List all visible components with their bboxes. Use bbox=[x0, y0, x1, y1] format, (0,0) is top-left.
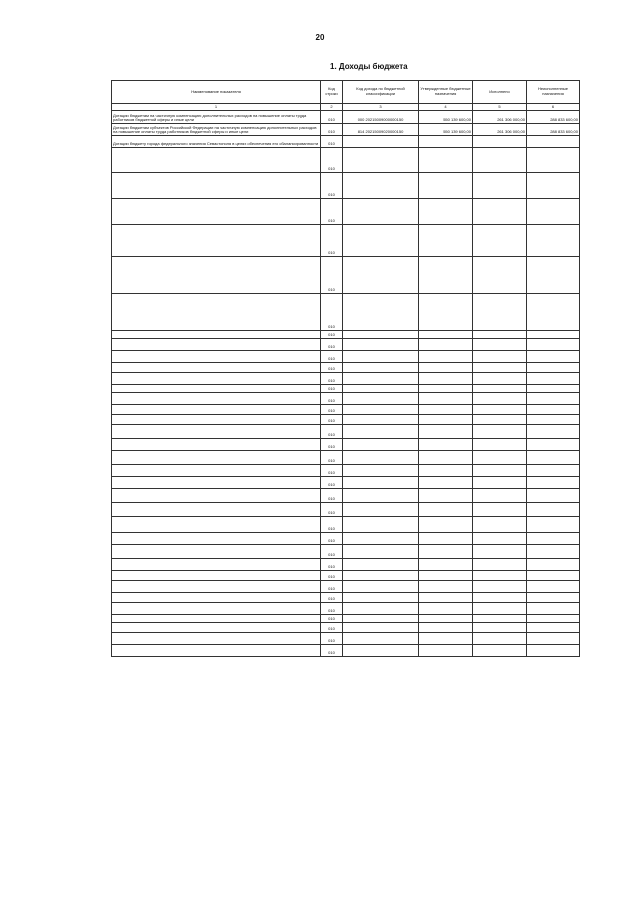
row-line-code: 010 bbox=[321, 124, 343, 136]
column-number: 3 bbox=[343, 104, 419, 111]
row-line-code: 010 bbox=[321, 581, 343, 593]
row-line-code: 010 bbox=[321, 363, 343, 373]
row-executed bbox=[473, 385, 527, 393]
row-approved bbox=[419, 351, 473, 363]
row-line-code: 010 bbox=[321, 593, 343, 603]
row-line-code: 010 bbox=[321, 199, 343, 225]
row-executed bbox=[473, 571, 527, 581]
header-name: Наименование показателя bbox=[112, 81, 321, 104]
row-income-code bbox=[343, 451, 419, 465]
row-not-executed bbox=[527, 633, 580, 645]
row-approved bbox=[419, 339, 473, 351]
row-income-code bbox=[343, 477, 419, 489]
row-name bbox=[112, 633, 321, 645]
row-approved bbox=[419, 623, 473, 633]
table-row bbox=[112, 351, 580, 363]
row-line-code: 010 bbox=[321, 339, 343, 351]
row-approved bbox=[419, 517, 473, 533]
row-executed bbox=[473, 533, 527, 545]
table-row bbox=[112, 603, 580, 615]
row-line-code: 010 bbox=[321, 623, 343, 633]
row-approved bbox=[419, 393, 473, 405]
row-line-code: 010 bbox=[321, 351, 343, 363]
row-not-executed bbox=[527, 405, 580, 415]
table-row bbox=[112, 533, 580, 545]
row-approved bbox=[419, 581, 473, 593]
row-income-code bbox=[343, 339, 419, 351]
header-approved: Утвержденные бюджетные назначения bbox=[419, 81, 473, 104]
row-approved bbox=[419, 645, 473, 657]
row-name bbox=[112, 257, 321, 294]
row-name: Дотации бюджетам субъектов Российской Федерации на частичную компенсацию дополнительных расходов на повышение оплаты труда работников бюджетной сферы и иные цели bbox=[112, 124, 321, 136]
table-header-row bbox=[112, 81, 580, 104]
row-income-code bbox=[343, 199, 419, 225]
row-name bbox=[112, 225, 321, 257]
row-name bbox=[112, 533, 321, 545]
row-not-executed bbox=[527, 199, 580, 225]
column-number: 2 bbox=[321, 104, 343, 111]
row-executed bbox=[473, 136, 527, 148]
table-row bbox=[112, 465, 580, 477]
row-income-code bbox=[343, 571, 419, 581]
row-executed bbox=[473, 477, 527, 489]
row-name: Дотации бюджетам на частичную компенсацию дополнительных расходов на повышение оплаты труда работников бюджетной сферы и иные цели bbox=[112, 111, 321, 124]
row-executed bbox=[473, 173, 527, 199]
table-row bbox=[112, 581, 580, 593]
row-executed bbox=[473, 451, 527, 465]
row-approved bbox=[419, 363, 473, 373]
row-name bbox=[112, 581, 321, 593]
row-income-code bbox=[343, 331, 419, 339]
row-income-code bbox=[343, 603, 419, 615]
row-executed: 261 306 000,00 bbox=[473, 111, 527, 124]
row-name bbox=[112, 148, 321, 173]
row-executed bbox=[473, 339, 527, 351]
row-income-code bbox=[343, 533, 419, 545]
row-income-code bbox=[343, 545, 419, 559]
row-line-code: 010 bbox=[321, 373, 343, 385]
table-row bbox=[112, 373, 580, 385]
row-approved bbox=[419, 489, 473, 503]
table-row bbox=[112, 225, 580, 257]
row-not-executed bbox=[527, 425, 580, 439]
row-executed bbox=[473, 351, 527, 363]
row-executed bbox=[473, 559, 527, 571]
row-name bbox=[112, 645, 321, 657]
row-executed bbox=[473, 373, 527, 385]
row-line-code: 010 bbox=[321, 603, 343, 615]
row-income-code bbox=[343, 489, 419, 503]
row-not-executed: 288 833 600,00 bbox=[527, 111, 580, 124]
row-name bbox=[112, 415, 321, 425]
row-executed bbox=[473, 439, 527, 451]
row-executed bbox=[473, 331, 527, 339]
table-row bbox=[112, 571, 580, 581]
row-approved bbox=[419, 439, 473, 451]
row-line-code: 010 bbox=[321, 405, 343, 415]
row-line-code: 010 bbox=[321, 148, 343, 173]
row-not-executed bbox=[527, 623, 580, 633]
row-income-code bbox=[343, 294, 419, 331]
row-executed bbox=[473, 603, 527, 615]
row-income-code bbox=[343, 517, 419, 533]
row-approved bbox=[419, 477, 473, 489]
row-approved bbox=[419, 373, 473, 385]
row-line-code: 010 bbox=[321, 533, 343, 545]
row-income-code bbox=[343, 257, 419, 294]
row-not-executed bbox=[527, 645, 580, 657]
document-title: 1. Доходы бюджета bbox=[330, 62, 408, 71]
row-not-executed bbox=[527, 363, 580, 373]
row-approved bbox=[419, 571, 473, 581]
table-row bbox=[112, 451, 580, 465]
page-number: 20 bbox=[315, 33, 325, 42]
row-line-code: 010 bbox=[321, 294, 343, 331]
budget-income-table bbox=[111, 80, 580, 657]
row-executed bbox=[473, 615, 527, 623]
row-name bbox=[112, 331, 321, 339]
row-approved bbox=[419, 425, 473, 439]
row-name bbox=[112, 439, 321, 451]
row-line-code: 010 bbox=[321, 615, 343, 623]
table-row bbox=[112, 633, 580, 645]
row-name bbox=[112, 477, 321, 489]
table-row bbox=[112, 517, 580, 533]
row-approved bbox=[419, 615, 473, 623]
row-not-executed bbox=[527, 571, 580, 581]
row-line-code: 010 bbox=[321, 489, 343, 503]
row-line-code: 010 bbox=[321, 257, 343, 294]
row-approved bbox=[419, 331, 473, 339]
table-row bbox=[112, 405, 580, 415]
row-name bbox=[112, 405, 321, 415]
row-approved bbox=[419, 257, 473, 294]
row-approved bbox=[419, 533, 473, 545]
row-executed bbox=[473, 489, 527, 503]
row-executed bbox=[473, 425, 527, 439]
row-approved: 550 139 600,00 bbox=[419, 111, 473, 124]
row-name bbox=[112, 623, 321, 633]
row-executed bbox=[473, 623, 527, 633]
row-executed bbox=[473, 593, 527, 603]
row-executed bbox=[473, 148, 527, 173]
row-income-code bbox=[343, 393, 419, 405]
row-name bbox=[112, 517, 321, 533]
row-name bbox=[112, 173, 321, 199]
row-executed bbox=[473, 199, 527, 225]
row-approved bbox=[419, 593, 473, 603]
row-not-executed bbox=[527, 489, 580, 503]
row-income-code bbox=[343, 439, 419, 451]
row-approved bbox=[419, 415, 473, 425]
table-row bbox=[112, 503, 580, 517]
row-not-executed bbox=[527, 545, 580, 559]
row-income-code bbox=[343, 136, 419, 148]
row-executed bbox=[473, 503, 527, 517]
row-approved bbox=[419, 173, 473, 199]
row-not-executed bbox=[527, 603, 580, 615]
row-executed bbox=[473, 645, 527, 657]
row-executed bbox=[473, 465, 527, 477]
table-row bbox=[112, 393, 580, 405]
row-approved bbox=[419, 603, 473, 615]
row-name bbox=[112, 363, 321, 373]
column-number: 1 bbox=[112, 104, 321, 111]
row-line-code: 010 bbox=[321, 559, 343, 571]
row-executed bbox=[473, 405, 527, 415]
row-not-executed bbox=[527, 351, 580, 363]
row-income-code bbox=[343, 593, 419, 603]
row-name bbox=[112, 294, 321, 331]
row-executed bbox=[473, 517, 527, 533]
header-executed: Исполнено bbox=[473, 81, 527, 104]
row-line-code: 010 bbox=[321, 571, 343, 581]
row-income-code bbox=[343, 465, 419, 477]
row-approved bbox=[419, 136, 473, 148]
row-income-code bbox=[343, 415, 419, 425]
row-line-code: 010 bbox=[321, 331, 343, 339]
table-row bbox=[112, 173, 580, 199]
row-name bbox=[112, 489, 321, 503]
row-name bbox=[112, 571, 321, 581]
row-not-executed bbox=[527, 559, 580, 571]
row-name bbox=[112, 385, 321, 393]
row-line-code: 010 bbox=[321, 517, 343, 533]
row-income-code bbox=[343, 425, 419, 439]
row-executed bbox=[473, 257, 527, 294]
row-executed bbox=[473, 294, 527, 331]
row-not-executed bbox=[527, 385, 580, 393]
row-income-code: 000 20215009000000150 bbox=[343, 111, 419, 124]
row-income-code bbox=[343, 363, 419, 373]
row-approved bbox=[419, 148, 473, 173]
table-row bbox=[112, 593, 580, 603]
row-income-code bbox=[343, 503, 419, 517]
row-not-executed bbox=[527, 331, 580, 339]
row-executed bbox=[473, 545, 527, 559]
row-not-executed bbox=[527, 503, 580, 517]
table-row bbox=[112, 363, 580, 373]
row-name bbox=[112, 465, 321, 477]
column-number: 5 bbox=[473, 104, 527, 111]
table-row bbox=[112, 615, 580, 623]
table-row bbox=[112, 489, 580, 503]
table-row bbox=[112, 415, 580, 425]
row-approved: 550 139 600,00 bbox=[419, 124, 473, 136]
row-approved bbox=[419, 465, 473, 477]
column-number: 6 bbox=[527, 104, 580, 111]
column-number: 4 bbox=[419, 104, 473, 111]
row-income-code bbox=[343, 405, 419, 415]
header-not-executed: Неисполненные назначения bbox=[527, 81, 580, 104]
table-row bbox=[112, 257, 580, 294]
row-name bbox=[112, 199, 321, 225]
row-executed bbox=[473, 363, 527, 373]
row-not-executed bbox=[527, 581, 580, 593]
table-row bbox=[112, 124, 580, 136]
row-approved bbox=[419, 385, 473, 393]
row-name bbox=[112, 451, 321, 465]
row-not-executed bbox=[527, 339, 580, 351]
table-row bbox=[112, 294, 580, 331]
row-line-code: 010 bbox=[321, 111, 343, 124]
row-not-executed bbox=[527, 373, 580, 385]
row-income-code bbox=[343, 351, 419, 363]
row-not-executed bbox=[527, 393, 580, 405]
row-name bbox=[112, 425, 321, 439]
row-income-code bbox=[343, 633, 419, 645]
row-line-code: 010 bbox=[321, 225, 343, 257]
table-row bbox=[112, 385, 580, 393]
row-executed bbox=[473, 415, 527, 425]
column-number-row bbox=[112, 104, 580, 111]
row-name bbox=[112, 603, 321, 615]
row-approved bbox=[419, 225, 473, 257]
row-income-code bbox=[343, 559, 419, 571]
row-line-code: 010 bbox=[321, 385, 343, 393]
row-income-code: 814 20215009020000150 bbox=[343, 124, 419, 136]
row-name bbox=[112, 559, 321, 571]
row-not-executed bbox=[527, 533, 580, 545]
row-name bbox=[112, 593, 321, 603]
row-name bbox=[112, 373, 321, 385]
row-name bbox=[112, 393, 321, 405]
row-line-code: 010 bbox=[321, 465, 343, 477]
row-line-code: 010 bbox=[321, 173, 343, 199]
row-not-executed bbox=[527, 136, 580, 148]
table-row bbox=[112, 148, 580, 173]
table-row bbox=[112, 136, 580, 148]
row-line-code: 010 bbox=[321, 136, 343, 148]
table-row bbox=[112, 477, 580, 489]
row-line-code: 010 bbox=[321, 645, 343, 657]
row-income-code bbox=[343, 615, 419, 623]
row-income-code bbox=[343, 645, 419, 657]
row-not-executed bbox=[527, 465, 580, 477]
row-name bbox=[112, 339, 321, 351]
row-executed: 261 306 000,00 bbox=[473, 124, 527, 136]
row-line-code: 010 bbox=[321, 425, 343, 439]
row-income-code bbox=[343, 581, 419, 593]
table-row bbox=[112, 545, 580, 559]
row-approved bbox=[419, 451, 473, 465]
row-approved bbox=[419, 199, 473, 225]
row-line-code: 010 bbox=[321, 633, 343, 645]
row-name bbox=[112, 351, 321, 363]
row-not-executed bbox=[527, 451, 580, 465]
row-line-code: 010 bbox=[321, 545, 343, 559]
row-name: Дотации бюджету города федерального значения Севастополя в целях обеспечения его сбалансированности bbox=[112, 136, 321, 148]
table-body bbox=[112, 111, 580, 657]
row-not-executed bbox=[527, 615, 580, 623]
row-income-code bbox=[343, 373, 419, 385]
row-line-code: 010 bbox=[321, 439, 343, 451]
row-executed bbox=[473, 225, 527, 257]
table-row bbox=[112, 199, 580, 225]
row-name bbox=[112, 545, 321, 559]
row-line-code: 010 bbox=[321, 503, 343, 517]
row-line-code: 010 bbox=[321, 477, 343, 489]
table-row bbox=[112, 331, 580, 339]
row-not-executed bbox=[527, 439, 580, 451]
row-not-executed bbox=[527, 294, 580, 331]
header-line-code: Код строки bbox=[321, 81, 343, 104]
table-row bbox=[112, 439, 580, 451]
row-income-code bbox=[343, 173, 419, 199]
row-income-code bbox=[343, 148, 419, 173]
row-line-code: 010 bbox=[321, 393, 343, 405]
table-row bbox=[112, 623, 580, 633]
table-row bbox=[112, 111, 580, 124]
table-row bbox=[112, 645, 580, 657]
row-approved bbox=[419, 633, 473, 645]
row-approved bbox=[419, 294, 473, 331]
row-not-executed bbox=[527, 477, 580, 489]
row-line-code: 010 bbox=[321, 415, 343, 425]
row-executed bbox=[473, 581, 527, 593]
row-not-executed bbox=[527, 148, 580, 173]
row-approved bbox=[419, 545, 473, 559]
row-income-code bbox=[343, 623, 419, 633]
row-not-executed bbox=[527, 593, 580, 603]
row-not-executed bbox=[527, 225, 580, 257]
table-row bbox=[112, 559, 580, 571]
row-not-executed bbox=[527, 173, 580, 199]
row-name bbox=[112, 615, 321, 623]
row-approved bbox=[419, 405, 473, 415]
row-income-code bbox=[343, 385, 419, 393]
row-not-executed bbox=[527, 257, 580, 294]
row-approved bbox=[419, 503, 473, 517]
row-name bbox=[112, 503, 321, 517]
row-not-executed bbox=[527, 517, 580, 533]
row-executed bbox=[473, 633, 527, 645]
row-income-code bbox=[343, 225, 419, 257]
table-row bbox=[112, 339, 580, 351]
row-not-executed: 288 833 600,00 bbox=[527, 124, 580, 136]
row-line-code: 010 bbox=[321, 451, 343, 465]
row-approved bbox=[419, 559, 473, 571]
row-not-executed bbox=[527, 415, 580, 425]
table-row bbox=[112, 425, 580, 439]
header-income-code: Код дохода по бюджетной классификации bbox=[343, 81, 419, 104]
row-executed bbox=[473, 393, 527, 405]
